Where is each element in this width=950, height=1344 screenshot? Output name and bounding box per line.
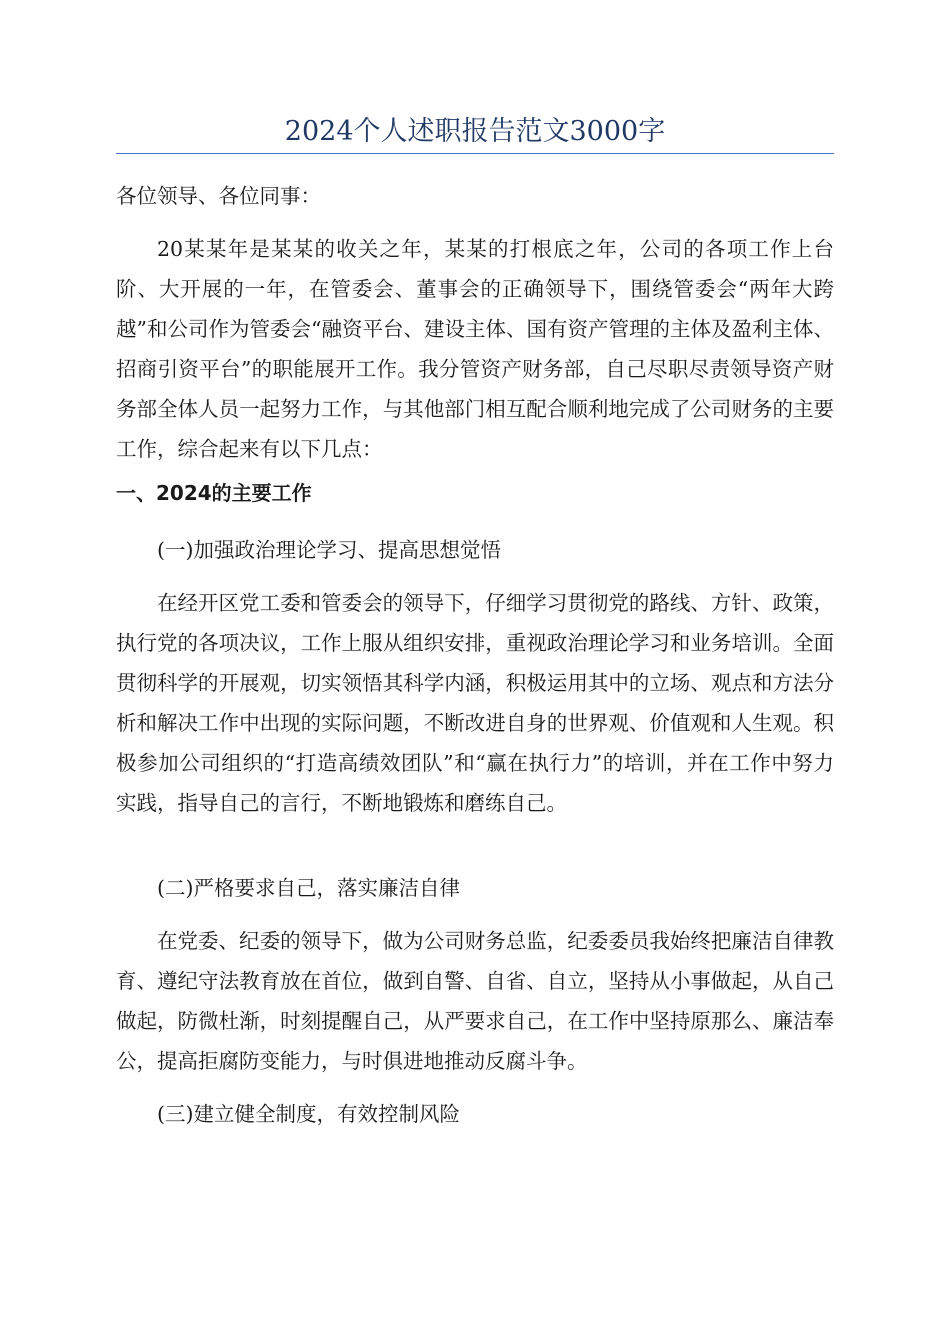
document-title: 2024个人述职报告范文3000字 xyxy=(284,116,666,147)
salutation: 各位领导、各位同事： xyxy=(116,184,321,208)
title-underline xyxy=(116,153,834,154)
intro-paragraph: 20某某年是某某的收关之年，某某的打根底之年，公司的各项工作上台阶、大开展的一年，在管委会、董事会的正确领导下，围绕管委会“两年大跨越”和公司作为管委会“融资平台、建设主体、国有资产管理的主体及盈利主体、招商引资平台”的职能展开工作。我分管资产财务部，自己尽职尽责领导资产财务部全体人员一起努力工作，与其他部门相互配合顺利地完成了公司财务的主要工作，综合起来有以下几点： xyxy=(116,237,834,461)
section-heading-1: 一、2024的主要工作 xyxy=(116,481,312,505)
subsection-heading-1: (一)加强政治理论学习、提高思想觉悟 xyxy=(157,538,501,562)
subsection-heading-2: (二)严格要求自己，落实廉洁自律 xyxy=(157,876,460,900)
subsection-2-paragraph: 在党委、纪委的领导下，做为公司财务总监，纪委委员我始终把廉洁自律教育、遵纪守法教育放在首位，做到自警、自省、自立，坚持从小事做起，从自己做起，防微杜渐，时刻提醒自己，从严要求自己，在工作中坚持原那么、廉洁奉公，提高拒腐防变能力，与时俱进地推动反腐斗争。 xyxy=(116,929,834,1073)
subsection-heading-3: (三)建立健全制度，有效控制风险 xyxy=(157,1102,460,1126)
subsection-1-paragraph: 在经开区党工委和管委会的领导下，仔细学习贯彻党的路线、方针、政策，执行党的各项决议，工作上服从组织安排，重视政治理论学习和业务培训。全面贯彻科学的开展观，切实领悟其科学内涵，积极运用其中的立场、观点和方法分析和解决工作中出现的实际问题，不断改进自身的世界观、价值观和人生观。积极参加公司组织的“打造高绩效团队”和“赢在执行力”的培训，并在工作中努力实践，指导自己的言行，不断地锻炼和磨练自己。 xyxy=(116,591,834,815)
